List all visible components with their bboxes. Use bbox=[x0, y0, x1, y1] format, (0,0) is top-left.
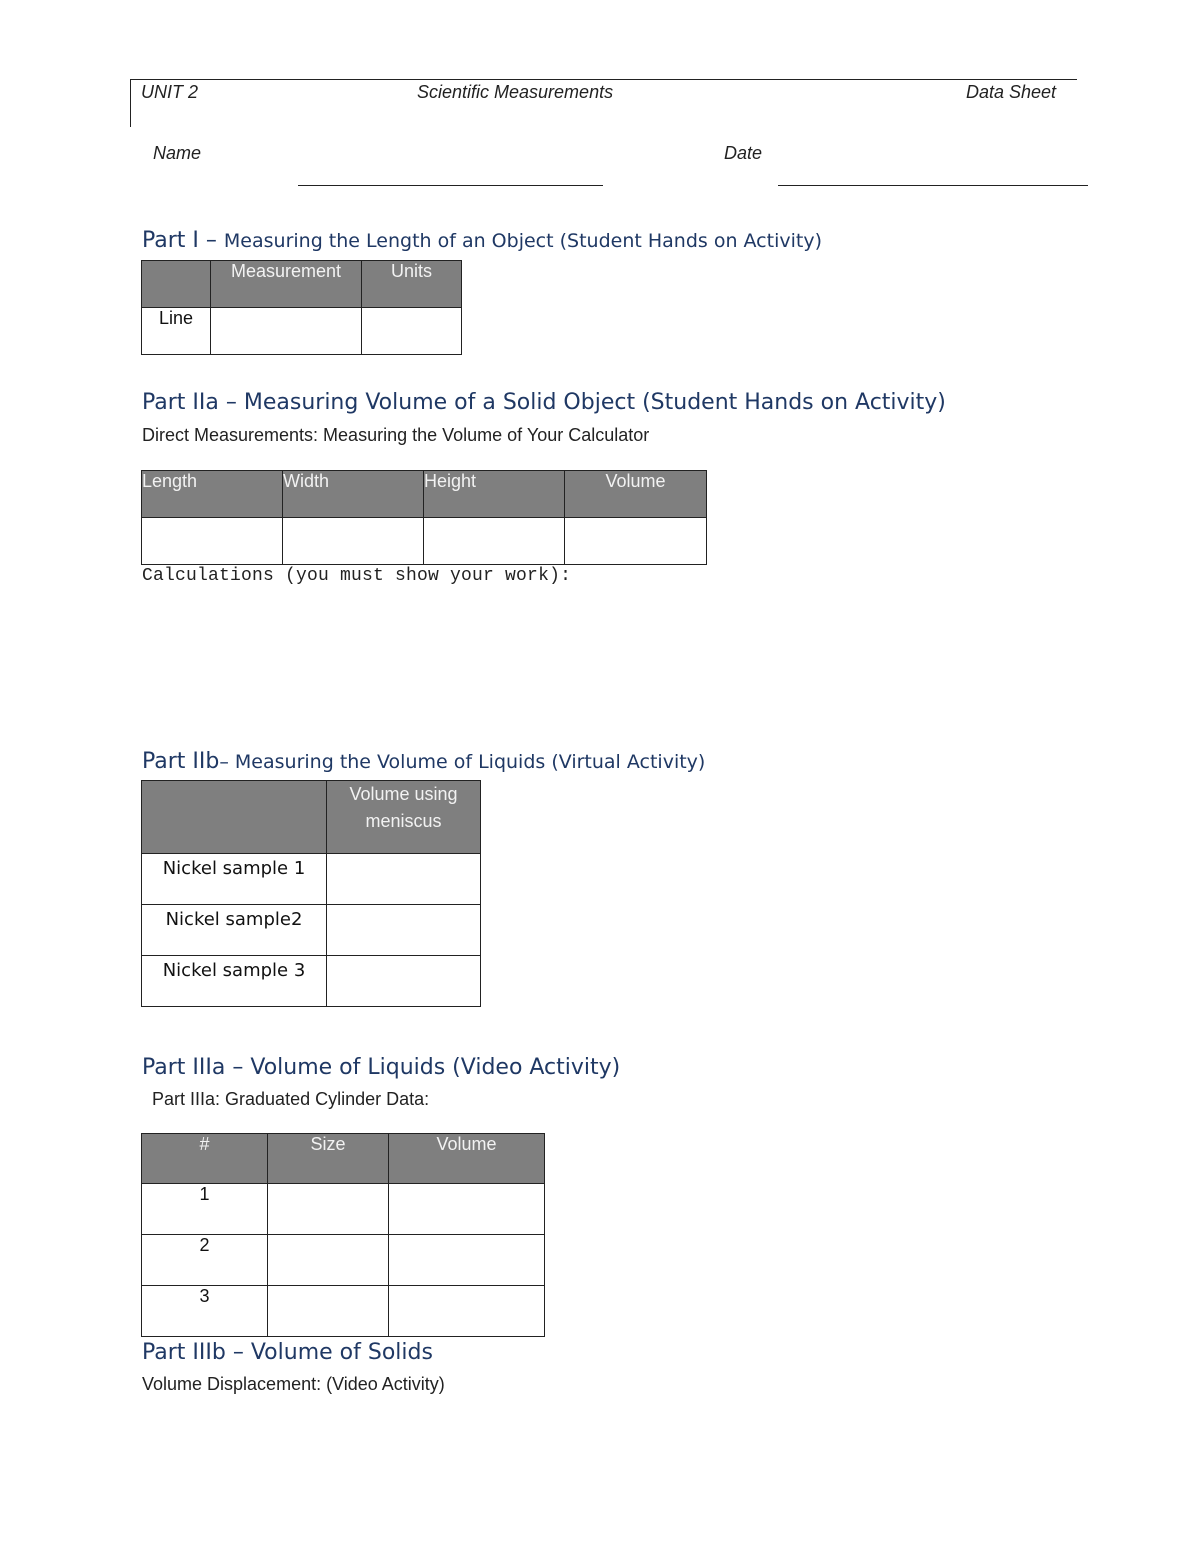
part3a-title: Part IIIa – Volume of Liquids (Video Activity) bbox=[142, 1055, 621, 1080]
part3a-header-size: Size bbox=[268, 1134, 389, 1184]
part3a-table bbox=[141, 1133, 545, 1337]
part1-measurement-cell[interactable] bbox=[211, 308, 362, 355]
header-sheet: Data Sheet bbox=[966, 82, 1057, 102]
part1-header-measurement: Measurement bbox=[211, 261, 362, 308]
part2a-header-volume: Volume bbox=[565, 471, 707, 518]
header-rule bbox=[130, 79, 1077, 80]
part2b-title bbox=[142, 749, 705, 774]
part1-title-lead: Part I – bbox=[142, 228, 224, 253]
part1-header-units: Units bbox=[362, 261, 462, 308]
part3a-size-cell-3[interactable] bbox=[268, 1286, 389, 1337]
part2b-header-volume: Volume using meniscus bbox=[327, 781, 481, 854]
part3a-volume-cell-3[interactable] bbox=[389, 1286, 545, 1337]
part3b-title: Part IIIb – Volume of Solids bbox=[142, 1340, 433, 1365]
part3a-volume-cell-2[interactable] bbox=[389, 1235, 545, 1286]
part2a-table bbox=[141, 470, 707, 565]
part1-title-rest: Measuring the Length of an Object (Student Hands on Activity) bbox=[223, 230, 822, 252]
part3a-row-number-2: 2 bbox=[142, 1235, 268, 1286]
part1-units-cell[interactable] bbox=[362, 308, 462, 355]
part2a-header-width: Width bbox=[283, 471, 424, 518]
part3a-size-cell-1[interactable] bbox=[268, 1184, 389, 1235]
part2a-length-cell[interactable] bbox=[142, 518, 283, 565]
part2a-volume-cell[interactable] bbox=[565, 518, 707, 565]
part2b-volume-cell-3[interactable] bbox=[327, 956, 481, 1007]
part3a-row-number-3: 3 bbox=[142, 1286, 268, 1337]
part3a-subtitle: Part IIIa: Graduated Cylinder Data: bbox=[152, 1089, 430, 1109]
part2a-width-cell[interactable] bbox=[283, 518, 424, 565]
name-line[interactable] bbox=[298, 185, 603, 186]
header-left-rule bbox=[130, 79, 131, 127]
part2a-header-length: Length bbox=[142, 471, 283, 518]
part2b-row-label-1: Nickel sample 1 bbox=[142, 854, 327, 905]
part3a-size-cell-2[interactable] bbox=[268, 1235, 389, 1286]
part2b-row-label-3: Nickel sample 3 bbox=[142, 956, 327, 1007]
part2b-title-lead: Part IIb bbox=[142, 749, 220, 774]
part2b-table bbox=[141, 780, 481, 1007]
date-label: Date bbox=[724, 143, 763, 163]
part1-row-label: Line bbox=[142, 308, 211, 355]
part2a-title: Part IIa – Measuring Volume of a Solid Object (Student Hands on Activity) bbox=[142, 390, 946, 415]
header-unit: UNIT 2 bbox=[141, 82, 199, 102]
part3a-header-volume: Volume bbox=[389, 1134, 545, 1184]
part3a-volume-cell-1[interactable] bbox=[389, 1184, 545, 1235]
part2b-row-label-2: Nickel sample2 bbox=[142, 905, 327, 956]
part3a-row-number-1: 1 bbox=[142, 1184, 268, 1235]
part2a-header-height: Height bbox=[424, 471, 565, 518]
part2b-volume-cell-2[interactable] bbox=[327, 905, 481, 956]
part1-title bbox=[142, 228, 822, 253]
part1-table bbox=[141, 260, 462, 355]
part3b-subtitle: Volume Displacement: (Video Activity) bbox=[142, 1374, 445, 1394]
part2a-subtitle: Direct Measurements: Measuring the Volume of Your Calculator bbox=[142, 425, 650, 445]
part2a-height-cell[interactable] bbox=[424, 518, 565, 565]
header-title: Scientific Measurements bbox=[417, 82, 614, 102]
date-line[interactable] bbox=[778, 185, 1088, 186]
part1-header-blank bbox=[142, 261, 211, 308]
name-label: Name bbox=[153, 143, 202, 163]
part3a-header-number: # bbox=[142, 1134, 268, 1184]
part2b-header-blank bbox=[142, 781, 327, 854]
part2b-title-rest: – Measuring the Volume of Liquids (Virtual Activity) bbox=[219, 751, 706, 773]
part2a-calc-note: Calculations (you must show your work): bbox=[142, 566, 572, 586]
part2b-volume-cell-1[interactable] bbox=[327, 854, 481, 905]
